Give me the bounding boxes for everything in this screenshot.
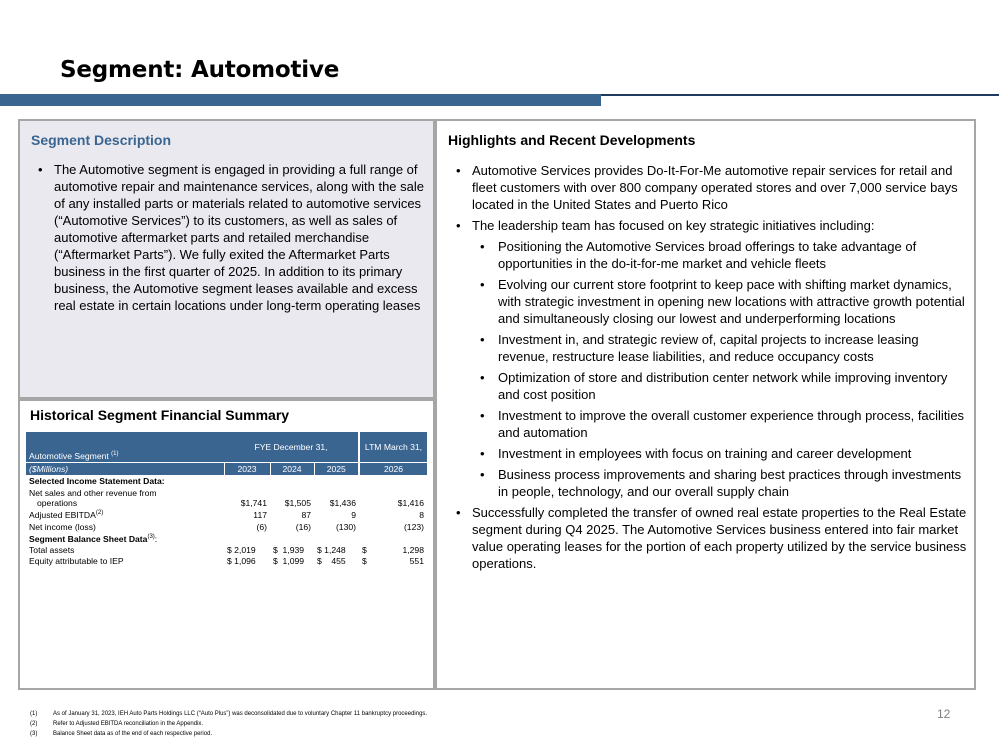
year-header: 2024 [270,462,314,475]
row-label: Net income (loss) [29,521,96,532]
table-header-row [26,432,427,462]
table-cell: (130) [335,521,356,532]
table-cell: (16) [295,521,311,532]
highlight-sub-bullet: • Investment in employees with focus on training and career development [448,445,968,462]
balance-section-heading: Segment Balance Sheet Data$^{(3)}$: [29,533,158,544]
table-cell: 1,298 [402,544,424,555]
table-cell: 9 [351,509,356,520]
financial-summary-table [26,432,427,567]
table-row [26,556,427,567]
table-row [26,545,427,556]
footnote: (2) Refer to Adjusted EBITDA reconciliation in the Appendix. [30,721,204,727]
table-cell: $ 1,939 [273,544,305,555]
ltm-header: LTM March 31, [359,432,427,462]
highlight-sub-bullet: • Evolving our current store footprint to keep pace with shifting market dynamics, with strategic investment in opening new locations with attractive growth potential and simultaneously closing our lowest and underperforming locations [448,276,968,327]
footnote: (1) As of January 31, 2023, IEH Auto Parts Holdings LLC (“Auto Plus”) was deconsolidated due to voluntary Chapter 11 bankruptcy proceedings. [30,711,428,717]
table-cell: $1,436 [329,497,356,508]
table-cell: $1,416 [397,497,424,508]
table-row [26,521,427,533]
table-cell: $ 1,248 [317,544,346,555]
table-cell: $ 2,019 [227,544,256,555]
page-number: 12 [937,707,951,721]
year-header: 2026 [359,462,427,475]
highlights-heading: Highlights and Recent Developments [448,132,696,148]
table-cell: 87 [301,509,311,520]
segment-description-heading: Segment Description [31,132,172,148]
table-cell: 8 [419,509,424,520]
row-label: Equity attributable to IEP [29,555,124,566]
table-row [26,509,427,521]
footnote: (3) Balance Sheet data as of the end of each respective period. [30,731,213,737]
table-row [26,487,427,509]
table-cell: $ 1,096 [227,555,256,566]
financial-summary-heading: Historical Segment Financial Summary [30,407,290,423]
highlight-bullet: • Automotive Services provides Do-It-For-Me automotive repair services for retail and fleet customers with over 800 company operated stores and over 7,000 service bays located in the United States and Puerto Rico [448,162,968,213]
highlight-sub-bullet: • Investment to improve the overall customer experience through process, facilities and automation [448,407,968,441]
highlight-sub-bullet: • Positioning the Automotive Services broad offerings to take advantage of opportunities in the do-it-for-me market and vehicle fleets [448,238,968,272]
highlight-sub-bullet: • Business process improvements and sharing best practices through investments in people, technology, and our overall supply chain [448,466,968,500]
highlight-bullet: • The leadership team has focused on key strategic initiatives including: [448,217,968,234]
balance-section-row [26,533,427,545]
segment-column-header: Automotive Segment $^{(1)}$ [26,432,224,462]
page-title: Segment: Automotive [60,57,340,83]
table-cell: $ 1,099 [273,555,305,566]
financial-summary-panel [18,399,435,690]
fye-header: FYE December 31, [224,432,359,462]
table-cell: (123) [403,521,424,532]
year-header: 2025 [314,462,359,475]
income-section-row [26,475,427,487]
segment-description-list [30,161,430,314]
table-cell: $ [362,544,367,555]
highlights-list [448,162,968,576]
row-label: Net sales and other revenue from operations [29,487,157,508]
table-cell: 117 [253,509,267,520]
table-cell: $ 455 [317,555,346,566]
row-label: Adjusted EBITDA$^{(2)}$ [29,509,104,520]
table-cell: $ [362,555,367,566]
table-cell: (6) [256,521,267,532]
table-cell: $1,505 [284,497,311,508]
footnotes [30,709,427,739]
row-label: Total assets [29,544,75,555]
units-label: ($Millions) [26,462,224,475]
year-header: 2023 [224,462,270,475]
title-accent-bar [0,94,601,106]
table-cell: $1,741 [240,497,267,508]
income-section-heading: Selected Income Statement Data: [29,475,165,486]
highlight-sub-bullet: • Optimization of store and distribution center network while improving inventory and cost position [448,369,968,403]
table-cell: 551 [409,555,424,566]
segment-description-panel [18,119,435,399]
table-year-row [26,462,427,475]
highlight-bullet: • Successfully completed the transfer of owned real estate properties to the Real Estate segment during Q4 2025. The Automotive Services business entered into fair market value operating leases for the portion of each property utilized by the service business operations. [448,504,968,572]
segment-description-bullet: • The Automotive segment is engaged in providing a full range of automotive repair and maintenance services, along with the sale of any installed parts or materials related to automotive services (“Automotive Services”) to its customers, as well as sales of automotive aftermarket parts and retailed merchandise (“Aftermarket Parts”). We fully exited the Aftermarket Parts business in the first quarter of 2025. In addition to its primary business, the Automotive segment leases available and excess real estate in certain locations under long-term operating leases [30,161,430,314]
highlight-sub-bullet: • Investment in, and strategic review of, capital projects to increase leasing revenue, restructure lease liabilities, and reduce occupancy costs [448,331,968,365]
highlights-panel [435,119,976,690]
